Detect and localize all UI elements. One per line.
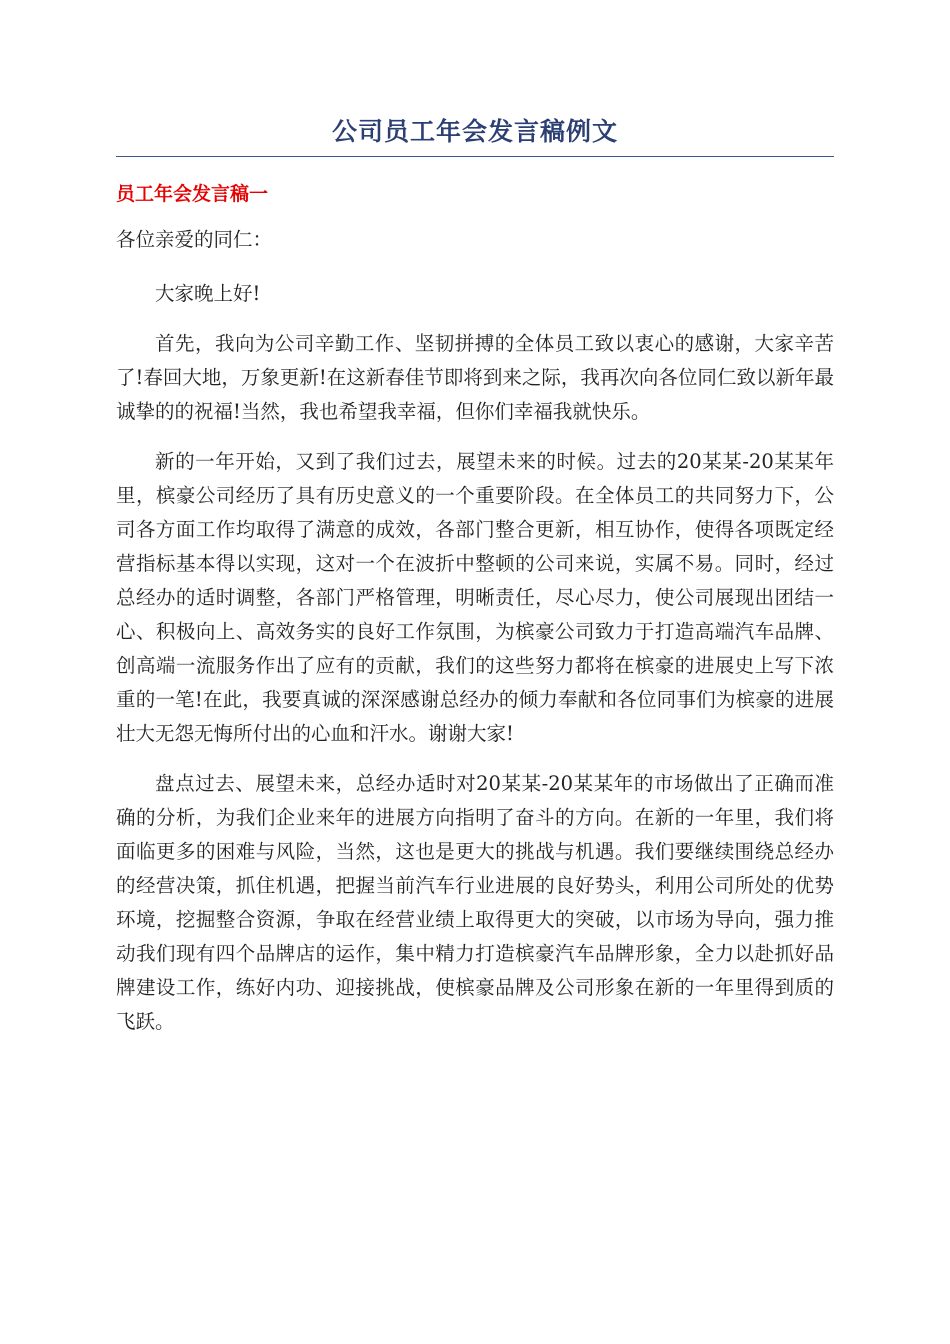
- paragraph-outlook: 盘点过去、展望未来，总经办适时对20某某-20某某年的市场做出了正确而准确的分析，为我们企业来年的进展方向指明了奋斗的方向。在新的一年里，我们将面临更多的困难与风险，当然，这也是更大的挑战与机遇。我们要继续围绕总经办的经营决策，抓住机遇，把握当前汽车行业进展的良好势头，利用公司所处的优势环境，挖掘整合资源，争取在经营业绩上取得更大的突破，以市场为导向，强力推动我们现有四个品牌店的运作，集中精力打造槟豪汽车品牌形象，全力以赴抓好品牌建设工作，练好内功、迎接挑战，使槟豪品牌及公司形象在新的一年里得到质的飞跃。: [116, 772, 834, 1033]
- document-title: 公司员工年会发言稿例文: [116, 112, 834, 157]
- paragraph-thanks: 首先，我向为公司辛勤工作、坚韧拼搏的全体员工致以衷心的感谢，大家辛苦了!春回大地，万象更新!在这新春佳节即将到来之际，我再次向各位同仁致以新年最诚挚的的祝福!当然，我也希望我幸福，但你们幸福我就快乐。: [116, 332, 834, 423]
- document-page: [116, 112, 834, 1039]
- paragraph-greeting: 大家晚上好!: [155, 282, 261, 305]
- paragraph-review: 新的一年开始，又到了我们过去，展望未来的时候。过去的20某某-20某某年里，槟豪公司经历了具有历史意义的一个重要阶段。在全体员工的共同努力下，公司各方面工作均取得了满意的成效，各部门整合更新，相互协作，使得各项既定经营指标基本得以实现，这对一个在波折中整顿的公司来说，实属不易。同时，经过总经办的适时调整，各部门严格管理，明晰责任，尽心尽力，使公司展现出团结一心、积极向上、高效务实的良好工作氛围，为槟豪公司致力于打造高端汽车品牌、创高端一流服务作出了应有的贡献，我们的这些努力都将在槟豪的进展史上写下浓重的一笔!在此，我要真诚的深深感谢总经办的倾力奉献和各位同事们为槟豪的进展壮大无怨无悔所付出的心血和汗水。谢谢大家!: [116, 450, 834, 745]
- salutation: 各位亲爱的同仁：: [116, 228, 273, 251]
- section-heading: 员工年会发言稿一: [116, 183, 269, 205]
